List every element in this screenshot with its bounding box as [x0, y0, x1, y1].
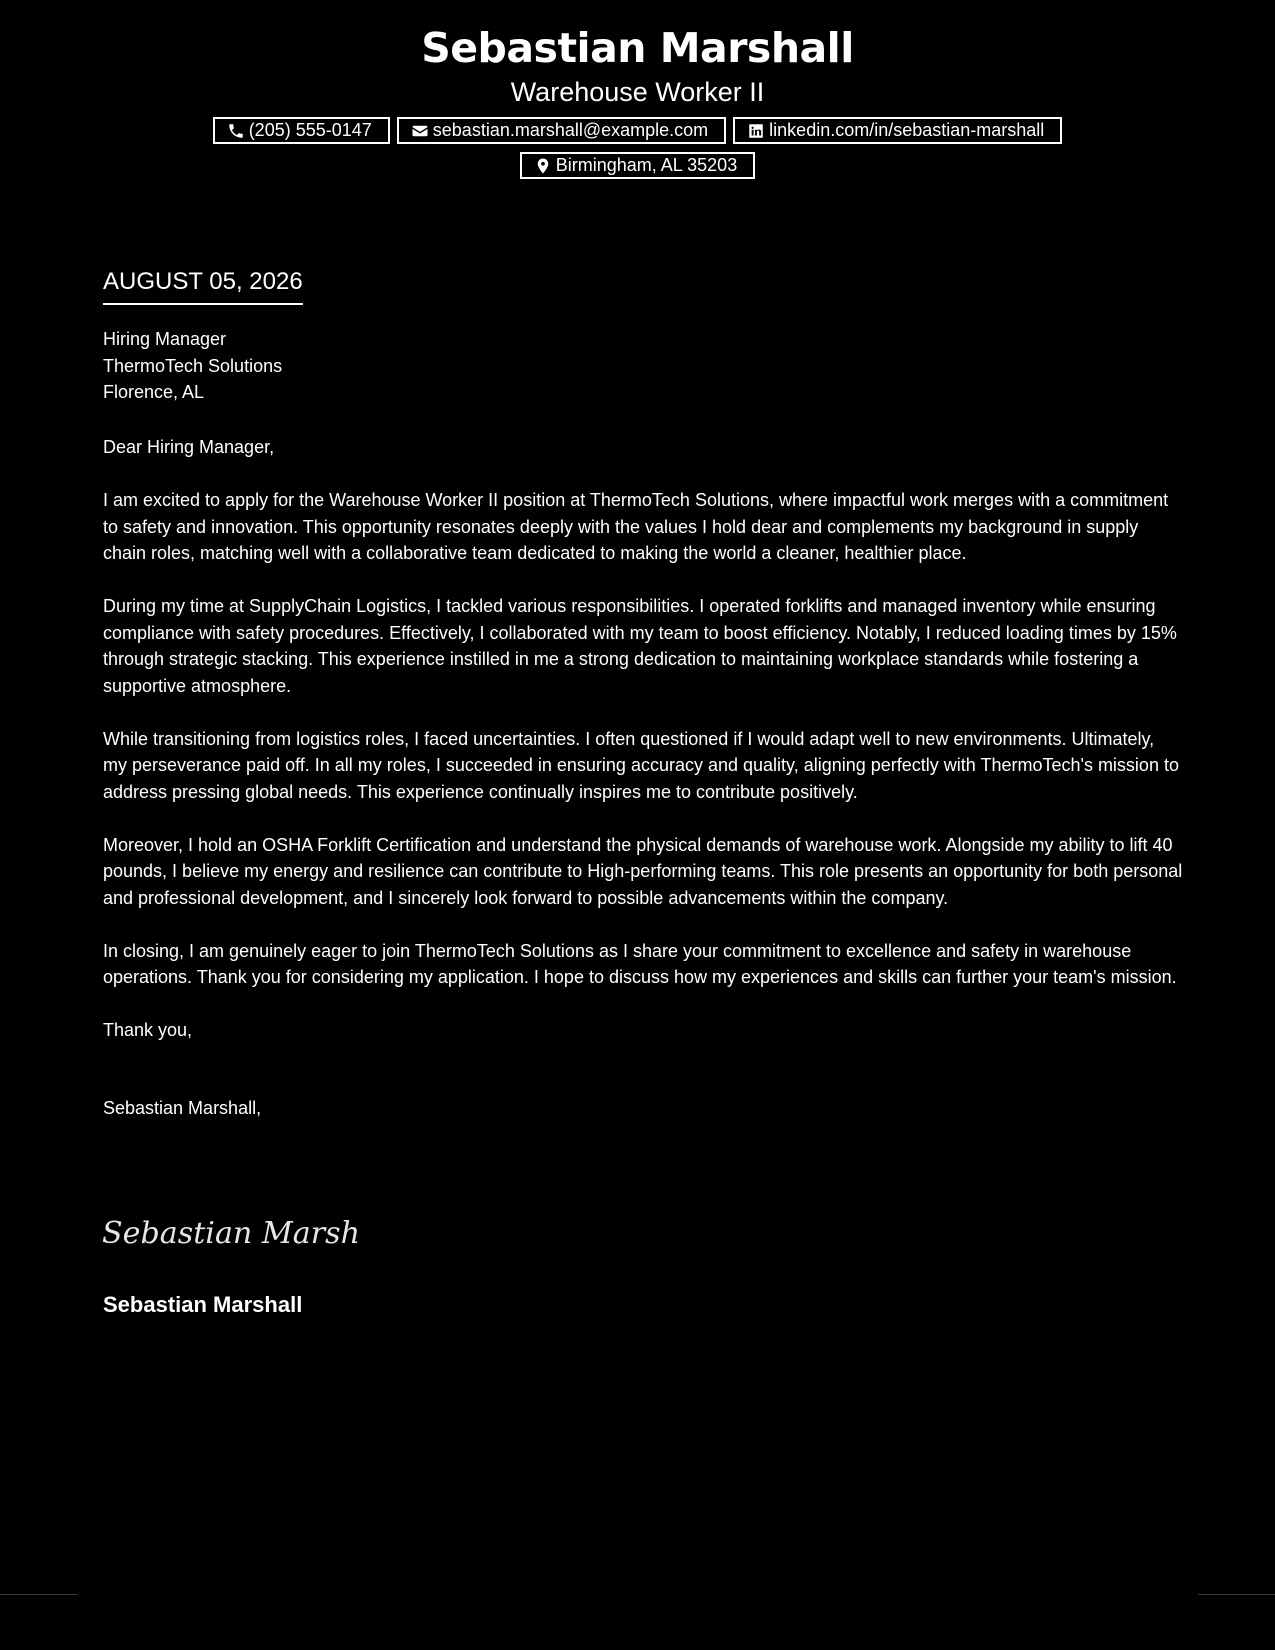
signed-name: Sebastian Marshall	[103, 1292, 303, 1317]
linkedin-chip[interactable]	[733, 117, 1062, 144]
signature-image	[100, 1205, 365, 1255]
footer-rule-right	[1198, 1594, 1275, 1595]
map-marker-icon	[534, 157, 552, 175]
recipient-name: Hiring Manager	[103, 329, 227, 349]
location-chip	[520, 152, 755, 179]
envelope-icon	[411, 122, 429, 140]
applicant-name: Sebastian Marshall	[421, 24, 854, 72]
email-chip[interactable]	[397, 117, 726, 144]
signoff: Sebastian Marshall,	[103, 1097, 262, 1118]
signature-text: Sebastian Marsh	[102, 1216, 360, 1251]
email-text: sebastian.marshall@example.com	[432, 120, 709, 140]
recipient-block	[103, 326, 282, 406]
phone-chip[interactable]	[213, 117, 390, 144]
footer-rule-left	[0, 1594, 77, 1595]
header	[0, 20, 1275, 179]
letter-body	[103, 434, 1183, 1148]
location-text: Birmingham, AL 35203	[555, 155, 738, 175]
linkedin-text: linkedin.com/in/sebastian-marshall	[769, 120, 1045, 140]
phone-text: (205) 555-0147	[248, 120, 372, 140]
recipient-location: Florence, AL	[103, 382, 205, 402]
linkedin-icon	[747, 122, 765, 140]
letter-date: AUGUST 05, 2026	[103, 267, 303, 305]
body-paragraph: I am excited to apply for the Warehouse Worker II position at ThermoTech Solutions, where impactful work merges with a commitment to safety and innovation. This opportunity resonates deeply with the values I hold dear and complements my background in supply chain roles, matching well with a collaborative team dedicated to making the world a cleaner, healthier place.	[103, 490, 1169, 563]
body-paragraph: In closing, I am genuinely eager to join ThermoTech Solutions as I share your commitment to excellence and safety in warehouse operations. Thank you for considering my application. I hope to discuss how my experiences and skills can further your team's mission.	[103, 940, 1177, 987]
closing: Thank you,	[103, 1020, 193, 1040]
body-paragraph: Moreover, I hold an OSHA Forklift Certification and understand the physical demands of warehouse work. Alongside my ability to lift 40 pounds, I believe my energy and resilience can contribute to High-performing teams. This role presents an opportunity for both personal and professional development, and I sincerely look forward to possible advancements within the company.	[103, 834, 1183, 908]
salutation: Dear Hiring Manager,	[103, 437, 275, 457]
body-paragraph: During my time at SupplyChain Logistics, I tackled various responsibilities. I operated forklifts and managed inventory while ensuring compliance with safety procedures. Effectively, I collaborated with my team to boost efficiency. Notably, I reduced loading times by 15% through strategic stacking. This experience instilled in me a strong dedication to maintaining workplace standards while fostering a supportive atmosphere.	[103, 596, 1177, 696]
recipient-company: ThermoTech Solutions	[103, 355, 283, 376]
contact-bar	[0, 117, 1275, 179]
job-title: Warehouse Worker II	[510, 77, 765, 107]
body-paragraph: While transitioning from logistics roles, I faced uncertainties. I often questioned if I would adapt well to new environments. Ultimately, my perseverance paid off. In all my roles, I succeeded in ensuring accuracy and quality, aligning perfectly with ThermoTech's mission to address pressing global needs. This experience continually inspires me to contribute positively.	[103, 728, 1179, 802]
phone-icon	[227, 122, 245, 140]
